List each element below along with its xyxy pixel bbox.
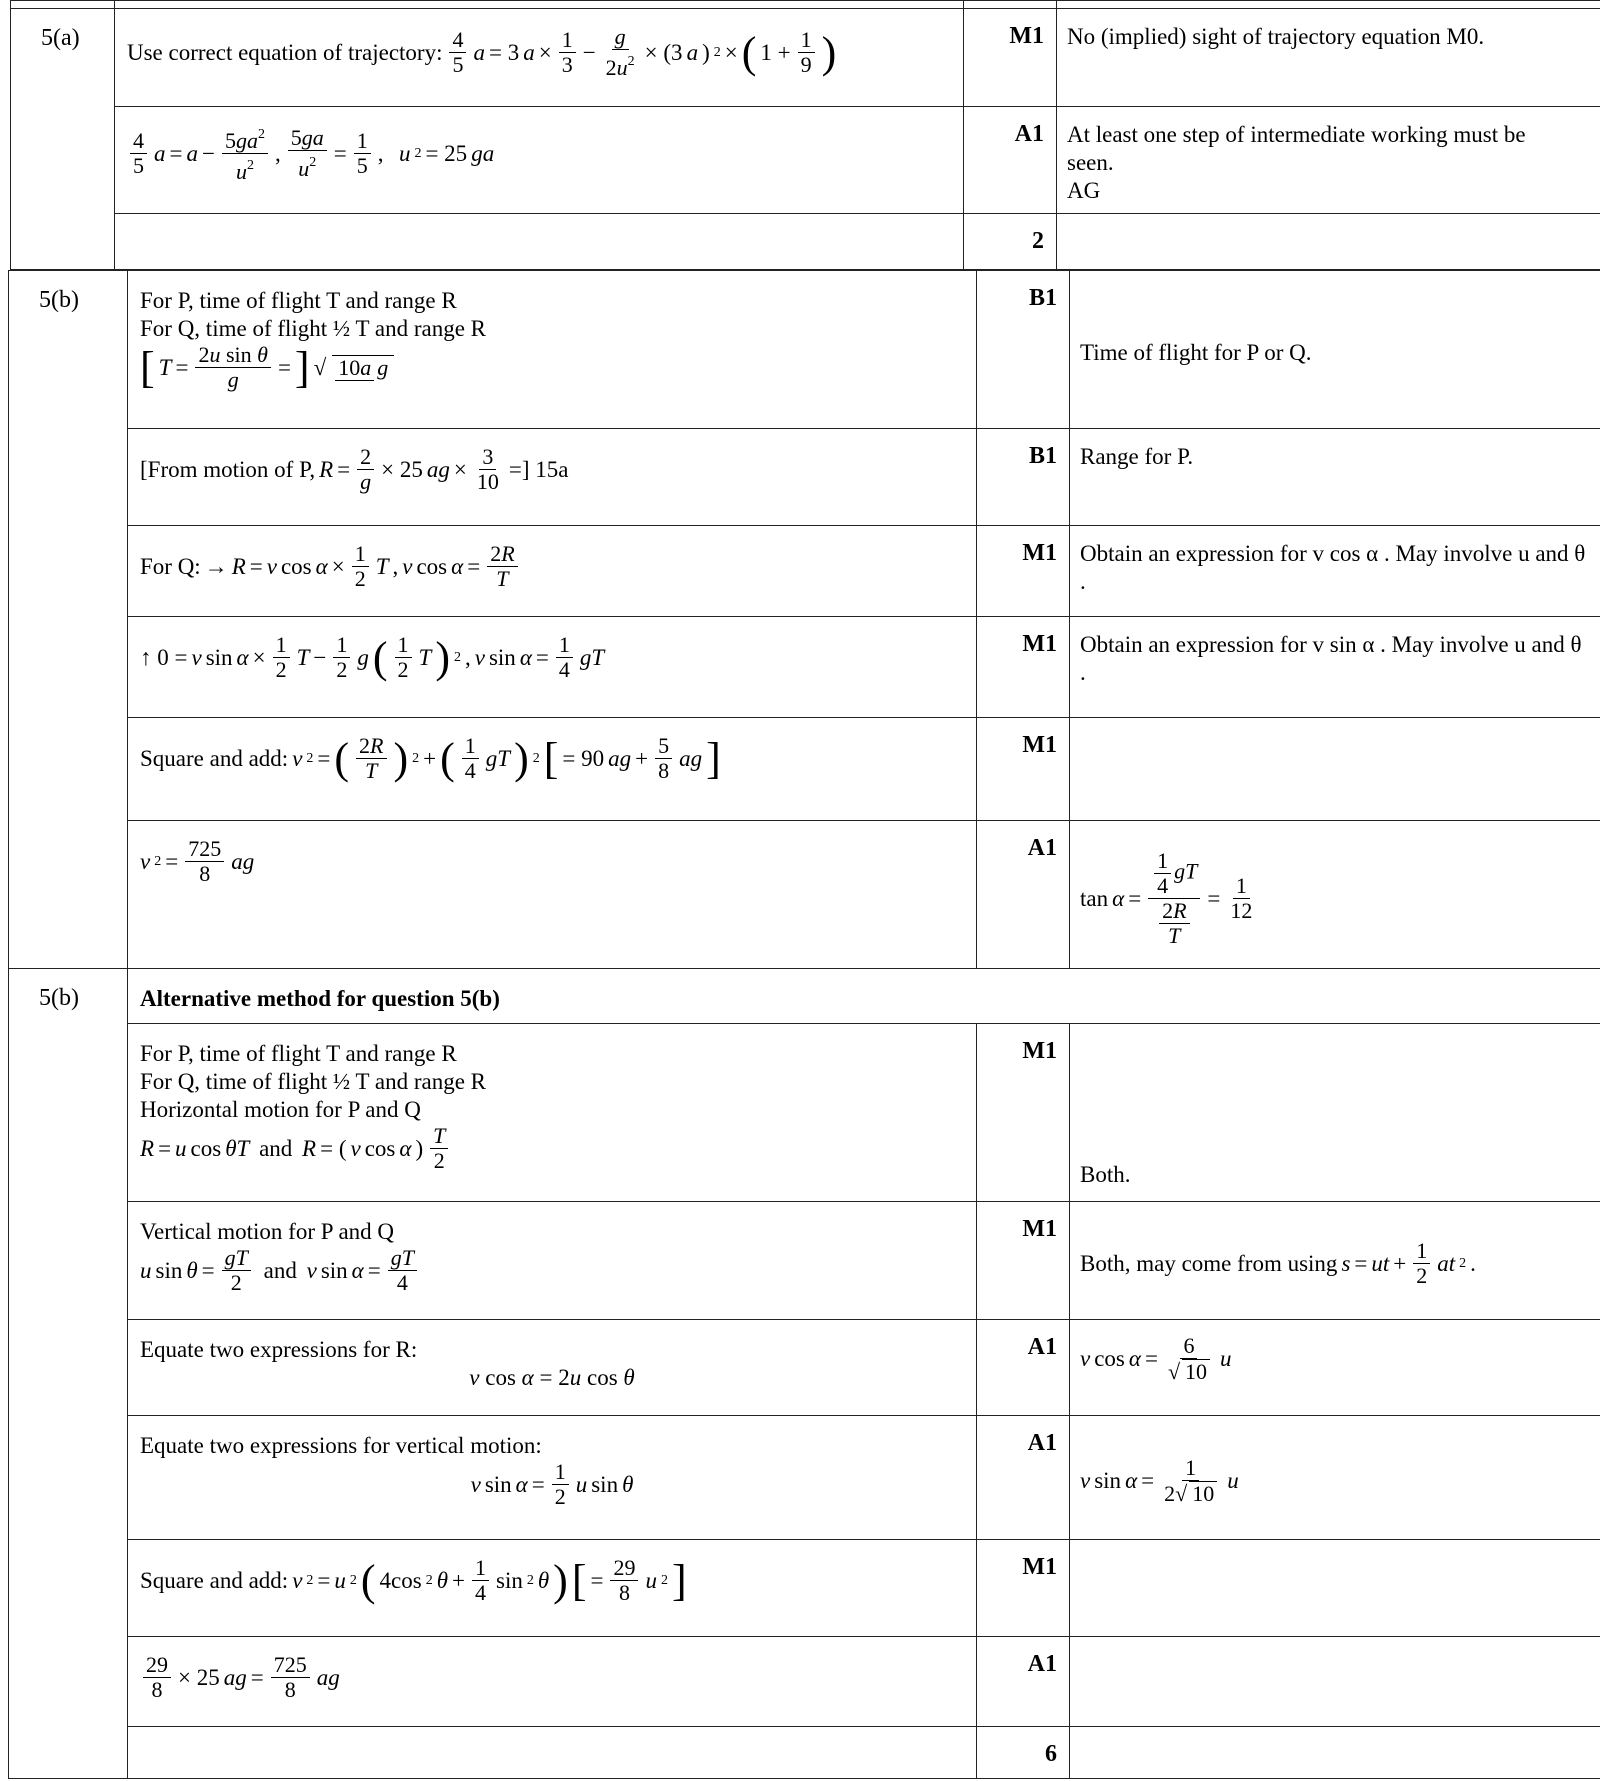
mark-cell: A1 xyxy=(977,1637,1070,1727)
table-5b xyxy=(8,270,1600,969)
working-cell: ↑ 0 = v sin α × $\frac{1}{2}$ T − $\frac{1}{2}$ g ( $\frac{1}{2}$ T ) 2 , v sin α = $\frac{1}{4}$ gT xyxy=(128,617,977,718)
mark-cell: M1 xyxy=(964,9,1057,107)
mark-cell: A1 xyxy=(977,821,1070,969)
working-line: Equate two expressions for R: xyxy=(140,1337,418,1362)
question-label: 5(a) xyxy=(11,9,115,270)
question-label: 5(b) xyxy=(9,969,128,1779)
table-row xyxy=(11,9,1600,107)
guidance-cell: v sin α = $\frac{1}{2√ 10}$ u xyxy=(1070,1416,1600,1540)
mark-cell: M1 xyxy=(977,718,1070,821)
table-row xyxy=(9,969,1600,1024)
table-row xyxy=(11,107,1600,214)
working-cell: Equate two expressions for vertical motion: v sin α = $\frac{1}{2}$ u sin θ xyxy=(128,1416,977,1540)
working-tail: =] 15a xyxy=(508,456,569,482)
guidance-cell: Time of flight for P or Q. xyxy=(1070,271,1600,429)
table-row xyxy=(9,718,1600,821)
guidance-cell xyxy=(1057,107,1600,214)
guidance-cell: tan α = $\frac{1}{4}$ gT $\frac{2R}{T}$ = $\frac{1}{12}$ xyxy=(1070,821,1600,969)
table-row xyxy=(11,214,1600,270)
alt-heading: Alternative method for question 5(b) xyxy=(128,969,1600,1024)
working-cell: v 2 = $\frac{725}{8}$ ag xyxy=(128,821,977,969)
mark-cell: A1 xyxy=(977,1416,1070,1540)
table-row xyxy=(9,1024,1600,1202)
working-lead: Use correct equation of trajectory: xyxy=(127,39,443,65)
working-lead: Square and add: xyxy=(140,745,289,771)
table-row xyxy=(9,1320,1600,1416)
total-marks: 2 xyxy=(964,214,1057,270)
table-row xyxy=(9,1637,1600,1727)
working-cell: [From motion of P, R = $\frac{2}{g}$ × 25 ag × $\frac{3}{10}$ =] 15a xyxy=(128,429,977,526)
working-cell: Square and add: v 2 = ( $\frac{2R}{T}$ ) 2 + ( $\frac{1}{4}$ gT ) 2 [ = 90 ag + $\frac{5}{8}$ ag ] xyxy=(128,718,977,821)
mark-cell: M1 xyxy=(977,526,1070,617)
table-row xyxy=(9,1727,1600,1779)
guidance-cell: Both. xyxy=(1070,1024,1600,1202)
working-cell: Vertical motion for P and Q u sin θ = $\frac{gT}{2}$ and v sin α = $\frac{gT}{4}$ xyxy=(128,1202,977,1320)
guidance-cell: No (implied) sight of trajectory equation M0. xyxy=(1057,9,1600,107)
working-cell: $\frac{29}{8}$ × 25 ag = $\frac{725}{8}$ ag xyxy=(128,1637,977,1727)
working-line: For Q, time of flight ½ T and range R xyxy=(140,316,487,341)
mark-cell: M1 xyxy=(977,1540,1070,1637)
working-line: For P, time of flight T and range R xyxy=(140,1041,457,1066)
table-row xyxy=(9,1416,1600,1540)
table-row xyxy=(9,429,1600,526)
working-cell: Use correct equation of trajectory: $\frac{4}{5}$ a = 3 a × $\frac{1}{3}$ − $\frac{g}{2u^2}$ × (3 a ) 2 × ( 1 + $\frac{1}{9}$ ) xyxy=(115,9,964,107)
mark-cell: B1 xyxy=(977,271,1070,429)
table-row xyxy=(9,617,1600,718)
mark-cell: A1 xyxy=(964,107,1057,214)
table-row xyxy=(9,1202,1600,1320)
mark-cell: M1 xyxy=(977,1202,1070,1320)
table-row xyxy=(9,821,1600,969)
working-cell: $\frac{4}{5}$ a = a − $\frac{5ga^2}{u^2}$ , $\frac{5ga}{u^2}$ = $\frac{1}{5}$ , u 2 = 25 ga xyxy=(115,107,964,214)
working-cell: For P, time of flight T and range R For Q, time of flight ½ T and range R [ T = $\frac{\text{2u sin θ}}{g}$ = ] √ 10a g xyxy=(128,271,977,429)
working-cell: For P, time of flight T and range R For Q, time of flight ½ T and range R Horizontal motion for P and Q R = u cos θT and R = ( v cos α ) $\frac{T}{2}$ xyxy=(128,1024,977,1202)
table-5a xyxy=(10,0,1600,270)
total-marks: 6 xyxy=(977,1727,1070,1779)
mark-cell: M1 xyxy=(977,617,1070,718)
table-row xyxy=(9,1540,1600,1637)
guidance-cell: Both, may come from using s = ut + $\frac{1}{2}$ at 2 . xyxy=(1070,1202,1600,1320)
table-5b-alternative xyxy=(8,968,1600,1779)
guidance-cell: v cos α = $\frac{6}{√ 10}$ u xyxy=(1070,1320,1600,1416)
working-lead: [From motion of P, xyxy=(140,456,316,482)
working-line: For Q, time of flight ½ T and range R xyxy=(140,1069,487,1094)
working-cell: Equate two expressions for R: v cos α = 2u cos θ xyxy=(128,1320,977,1416)
guidance-line: seen. xyxy=(1067,150,1114,175)
mark-cell: M1 xyxy=(977,1024,1070,1202)
working-line: For P, time of flight T and range R xyxy=(140,288,457,313)
working-line: Vertical motion for P and Q xyxy=(140,1219,395,1244)
table-header-strip xyxy=(11,1,1600,9)
working-cell: Square and add: v 2 = u 2 ( 4cos 2 θ + $\frac{1}{4}$ sin 2 θ ) [ = $\frac{29}{8}$ u 2 ] xyxy=(128,1540,977,1637)
working-cell: For Q: → R = v cos α × $\frac{1}{2}$ T , v cos α = $\frac{2R}{T}$ xyxy=(128,526,977,617)
guidance-line: AG xyxy=(1067,178,1101,203)
working-line: Equate two expressions for vertical motion: xyxy=(140,1433,542,1458)
mark-cell: B1 xyxy=(977,429,1070,526)
working-line: Horizontal motion for P and Q xyxy=(140,1097,421,1122)
guidance-cell: Range for P. xyxy=(1070,429,1600,526)
question-label: 5(b) xyxy=(9,271,128,969)
mark-cell: A1 xyxy=(977,1320,1070,1416)
guidance-line: At least one step of intermediate working must be xyxy=(1067,122,1526,147)
working-lead: For Q: xyxy=(140,553,201,579)
table-row xyxy=(9,526,1600,617)
working-lead: Square and add: xyxy=(140,1567,289,1593)
guidance-cell: Obtain an expression for v sin α . May involve u and θ . xyxy=(1070,617,1600,718)
guidance-cell: Obtain an expression for v cos α . May involve u and θ . xyxy=(1070,526,1600,617)
table-row xyxy=(9,271,1600,429)
